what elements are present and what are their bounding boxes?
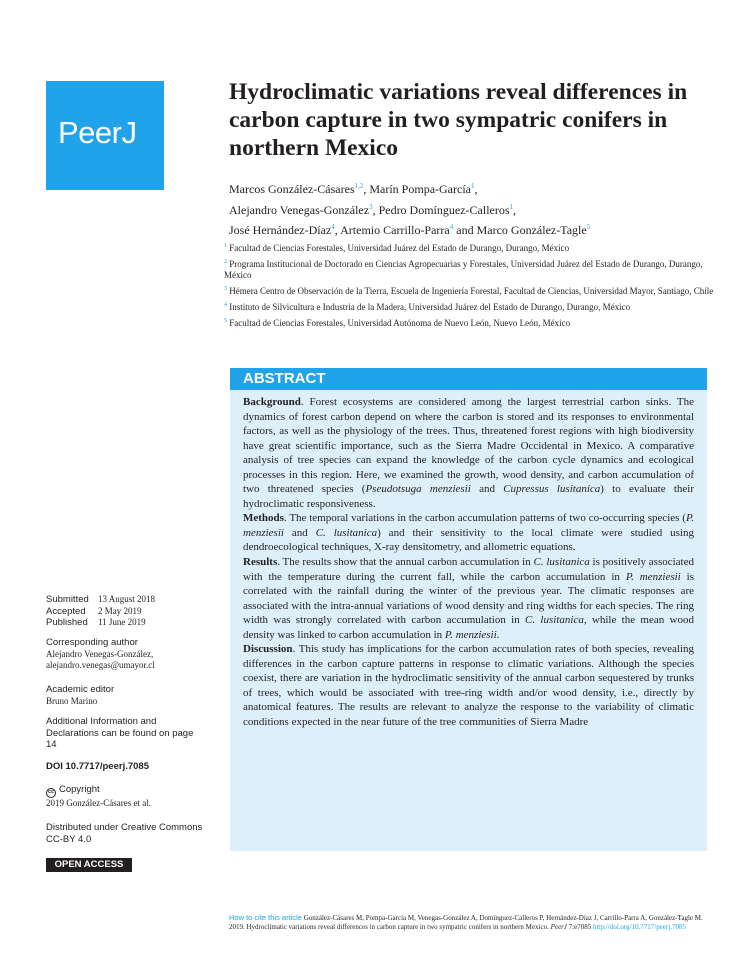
accepted-label: Accepted: [46, 605, 86, 617]
published-label: Published: [46, 617, 88, 628]
citation-label: How to cite this article: [229, 913, 302, 922]
citation-text: González-Cásares M, Pompa-García M, Venegas-González A, Domínguez-Calleros P, Hernández-Díaz J, Carrillo-Parra A, González-Tagle M. 2019. Hydroclimatic variations reveal differences in carbon capture in two sympatric conifers in northern Mexico.: [229, 914, 703, 931]
affiliation-item: [224, 316, 714, 329]
affiliation-number: 4: [224, 302, 227, 308]
affiliation-text: Instituto de Silvicultura e Industria de la Madera, Universidad Juárez del Estado de Durango, Durango, México: [229, 302, 631, 312]
abstract-text: . This study has implications for the carbon accumulation rates of both species, revealing differences in the carbon capture patterns in response to climatic variations. Although the species coexist, there are variation in the hydroclimatic sensitivity of the annual carbon sequestered by trunks of trees, which would be associated with tree-ring width and/or wood density, i.e., directly by anatomical features. The results are relevant to analyze the response to the variability of climatic conditions expected in the near future of the tree communities of Sierra Madre: [243, 643, 694, 729]
copyright-block: [46, 784, 206, 810]
abstract-box: [230, 368, 707, 851]
corresponding-label: Corresponding author: [46, 637, 138, 648]
section-label: Background: [243, 396, 301, 408]
section-label: Results: [243, 556, 278, 569]
author-name[interactable]: Alejandro Venegas-González: [229, 202, 370, 217]
license-info[interactable]: Distributed under Creative Commons CC-BY 4.0: [46, 822, 203, 845]
abstract-text: . Forest ecosystems are considered among the largest terrestrial carbon sinks. The dynamics of forest carbon depend on where the carbon is stored and its responses to environmental factors, as well as the physiology of the trees. Thus, threatened forest regions with high biodiversity have great scientific importance, such as the Sierra Madre Occidental in Mexico. A comparative analysis of tree species can expand the knowledge of the carbon cycle dynamics and ecological processes in this region. Here, we examined the growth, wood density, and carbon accumulation of two threatened species (: [243, 396, 694, 496]
submitted-label: Submitted: [46, 594, 89, 605]
species-name: C. lusitanica: [533, 556, 590, 569]
affiliation-item: [224, 241, 714, 254]
academic-editor: [46, 684, 206, 707]
additional-info[interactable]: Additional Information and Declarations can be found on page 14: [46, 716, 194, 750]
citation-volume: 7:e7085: [566, 923, 593, 931]
affiliation-text: Facultad de Ciencias Forestales, Universidad Juárez del Estado de Durango, Durango, México: [229, 243, 570, 253]
logo-text: PeerJ: [58, 115, 137, 150]
species-name: C. lusitanica: [315, 526, 378, 539]
author-affil-ref: 5: [586, 223, 591, 231]
abstract-text: ) to evaluate their hydroclimatic responsiveness.: [243, 483, 694, 510]
abstract-text: , while the mean wood density was linked to carbon accumulation in: [243, 614, 694, 641]
abstract-methods: [243, 511, 694, 555]
affiliation-item: [224, 300, 714, 313]
journal-name: PeerJ: [550, 923, 567, 931]
abstract-text: . The temporal variations in the carbon accumulation patterns of two co-occurring species (: [283, 512, 686, 525]
author-separator: ,: [474, 182, 478, 196]
abstract-text: ) and their sensitivity to the local climate were studied using dendroecological techniques, X-ray densitometry, and allometric equations.: [243, 526, 694, 554]
author-affil-ref: 1: [471, 182, 475, 190]
abstract-background: [243, 395, 694, 511]
publication-dates: [46, 594, 206, 629]
citation-block: [229, 913, 709, 932]
affiliation-item: [224, 284, 714, 297]
author-name[interactable]: Artemio Carrillo-Parra: [340, 223, 450, 237]
corresponding-name: Alejandro Venegas-González,: [46, 648, 154, 659]
abstract-discussion: [243, 642, 694, 729]
affiliation-text: Programa Institucional de Doctorado en Ciencias Agropecuarias y Forestales, Universidad Juárez del Estado de Durango, Durango, México: [224, 259, 703, 280]
abstract-text: and: [470, 483, 504, 496]
peerj-logo: [46, 81, 164, 190]
abstract-heading: ABSTRACT: [230, 368, 707, 390]
creative-commons-icon: cc: [46, 788, 56, 798]
author-separator: ,: [363, 182, 370, 196]
affiliation-number: 5: [224, 318, 227, 324]
author-affil-ref: 1,2: [354, 182, 364, 190]
editor-name: Bruno Marino: [46, 695, 98, 706]
author-name[interactable]: Marco González-Tagle: [476, 223, 587, 237]
author-name[interactable]: Pedro Domínguez-Calleros: [378, 202, 510, 217]
abstract-text: is positively associated with the temperature during the current fall, while the carbon accumulation in: [243, 556, 694, 583]
author-separator: ,: [513, 202, 517, 217]
affiliation-item: [224, 257, 714, 281]
species-name: P. menziesii: [625, 570, 681, 583]
abstract-text: .: [496, 628, 500, 641]
editor-label: Academic editor: [46, 684, 115, 695]
affiliation-text: Hémera Centro de Observación de la Tierra, Escuela de Ingeniería Forestal, Facultad de Ciencias, Universidad Mayor, Santiago, Chile: [229, 286, 714, 296]
abstract-body: [230, 390, 707, 730]
author-name[interactable]: José Hernández-Díaz: [229, 223, 332, 237]
species-name: P. menziesii: [243, 512, 694, 539]
submitted-date: 13 August 2018: [98, 594, 156, 604]
author-list: [229, 178, 709, 240]
author-separator: ,: [334, 223, 341, 237]
abstract-text: is correlated with the rainfall during the winter of the previous year. The climatic responses are associated with the intra-annual variations of wood density and ring widths for each species. The ring width was strongly correlated with carbon accumulation in: [243, 570, 694, 627]
article-title: Hydroclimatic variations reveal differences in carbon capture in two sympatric conifers in northern Mexico: [229, 79, 688, 161]
abstract-text: . The results show that the annual carbon accumulation in: [277, 556, 534, 569]
affiliation-number: 3: [224, 286, 227, 292]
affiliation-list: [224, 241, 714, 332]
accepted-date: 2 May 2019: [98, 605, 142, 616]
author-separator: and: [453, 223, 477, 237]
species-name: P. menziesii: [444, 628, 497, 641]
author-name[interactable]: Marcos González-Cásares: [229, 182, 355, 196]
author-affil-ref: 4: [331, 223, 335, 231]
corresponding-author: [46, 637, 206, 672]
section-label: Discussion: [243, 643, 293, 656]
author-affil-ref: 4: [449, 223, 454, 231]
author-separator: ,: [372, 202, 379, 217]
species-name: C. lusitanica: [525, 614, 584, 627]
section-label: Methods: [243, 512, 284, 525]
abstract-text: and: [283, 526, 316, 539]
author-affil-ref: 3: [369, 202, 373, 211]
species-name: Cupressus lusitanica: [503, 483, 601, 496]
copyright-label: Copyright: [59, 784, 100, 795]
doi-link[interactable]: DOI 10.7717/peerj.7085: [46, 761, 149, 772]
affiliation-number: 2: [224, 259, 227, 265]
open-access-badge: OPEN ACCESS: [46, 858, 132, 872]
author-name[interactable]: Marín Pompa-García: [369, 182, 471, 196]
corresponding-email-link[interactable]: alejandro.venegas@umayor.cl: [46, 660, 155, 670]
affiliation-text: Facultad de Ciencias Forestales, Universidad Autónoma de Nuevo León, Nuevo León, México: [229, 318, 571, 328]
published-date: 11 June 2019: [98, 617, 146, 627]
doi-url-link[interactable]: http://doi.org/10.7717/peerj.7085: [592, 923, 686, 931]
author-affil-ref: 1: [509, 202, 514, 211]
copyright-holder: 2019 González-Cásares et al.: [46, 798, 151, 808]
affiliation-number: 1: [224, 243, 227, 249]
species-name: Pseudotsuga menziesii: [365, 483, 471, 496]
abstract-results: [243, 555, 694, 642]
